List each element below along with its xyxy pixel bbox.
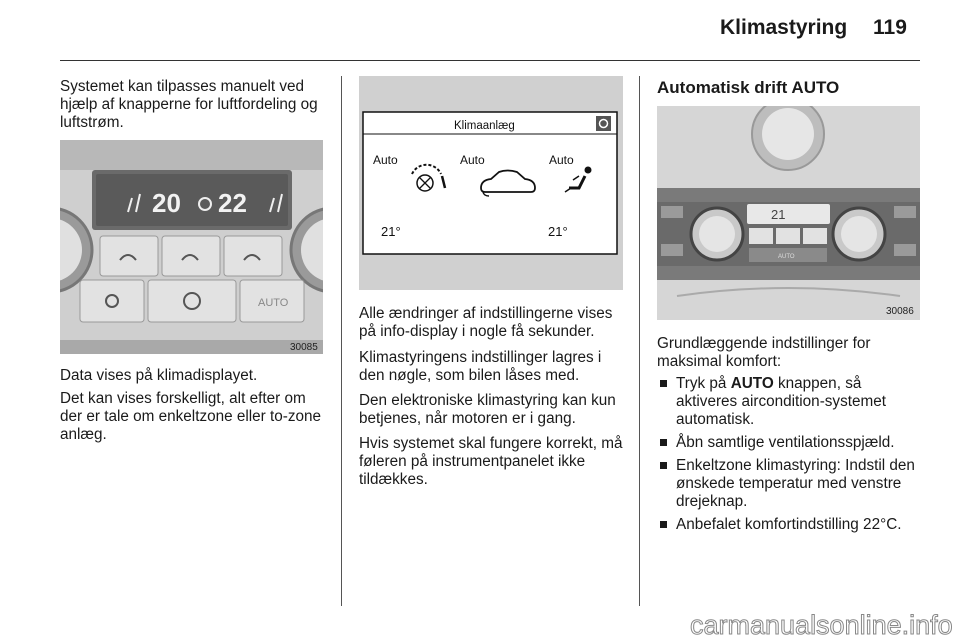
instruction-list: [658, 375, 923, 539]
display-temp-left: 21°: [381, 224, 401, 239]
fig2-auto-label: AUTO: [778, 254, 795, 260]
figure-climate-panel-1: [60, 140, 323, 354]
bullet-square-icon: [660, 462, 667, 469]
list-item: Tryk på AUTO knappen, så aktiveres aircondition-systemet automatisk.: [658, 375, 923, 429]
bullet-square-icon: [660, 439, 667, 446]
fig2-number: 30086: [886, 306, 914, 317]
fig1-auto-label: AUTO: [258, 297, 289, 309]
figure-climate-panel-2: [657, 106, 920, 320]
col2-para2: Klimastyringens indstillinger lagres i den nøgle, som bilen låses med.: [359, 349, 602, 384]
col1-para1: Data vises på klimadisplayet.: [60, 367, 258, 384]
fig1-display-right: 22: [218, 188, 247, 218]
col1-para2: Det kan vises forskelligt, alt efter om der er tale om enkeltzone eller to-zone anlæg.: [60, 390, 322, 443]
col1-intro-text: Systemet kan tilpasses manuelt ved hjælp af knapperne for luftfordeling og luftstrøm.: [60, 78, 318, 131]
page-header-title: Klimastyring: [720, 16, 848, 39]
col2-para3: Den elektroniske klimastyring kan kun betjenes, når motoren er i gang.: [359, 392, 616, 427]
fig1-number: 30085: [290, 342, 318, 353]
auto-keyword: AUTO: [730, 375, 774, 392]
display-title: Klimaanlæg: [454, 120, 515, 132]
col3-intro-text: Grundlæggende indstillinger for maksimal komfort:: [657, 335, 871, 370]
fig1-display-left: 20: [152, 188, 181, 218]
fig2-display: 21: [771, 207, 786, 222]
watermark: [690, 606, 958, 640]
display-temp-right: 21°: [548, 224, 568, 239]
bullet-square-icon: [660, 380, 667, 387]
page-number: 119: [873, 16, 907, 39]
list-item: Anbefalet komfortindstilling 22°C.: [658, 516, 923, 534]
list-item: Åbn samtlige ventilationsspjæld.: [658, 434, 923, 452]
bullet-square-icon: [660, 521, 667, 528]
display-auto-right: Auto: [549, 153, 574, 167]
section-heading-auto: Automatisk drift AUTO: [657, 78, 840, 97]
display-auto-left: Auto: [373, 153, 398, 167]
col2-para1: Alle ændringer af indstillingerne vises på info-display i nogle få sekunder.: [359, 305, 613, 340]
list-item: Enkeltzone klimastyring: Indstil den ønskede temperatur med venstre drejeknap.: [658, 457, 923, 511]
display-auto-center: Auto: [460, 153, 485, 167]
column-divider-2: [639, 76, 640, 606]
col2-para4: Hvis systemet skal fungere korrekt, må føleren på instrumentpanelet ikke tildækkes.: [359, 435, 623, 488]
header-divider: [60, 60, 920, 61]
figure-info-display: [359, 76, 623, 290]
column-divider-1: [341, 76, 342, 606]
watermark-text: carmanualsonline.info: [690, 610, 953, 640]
